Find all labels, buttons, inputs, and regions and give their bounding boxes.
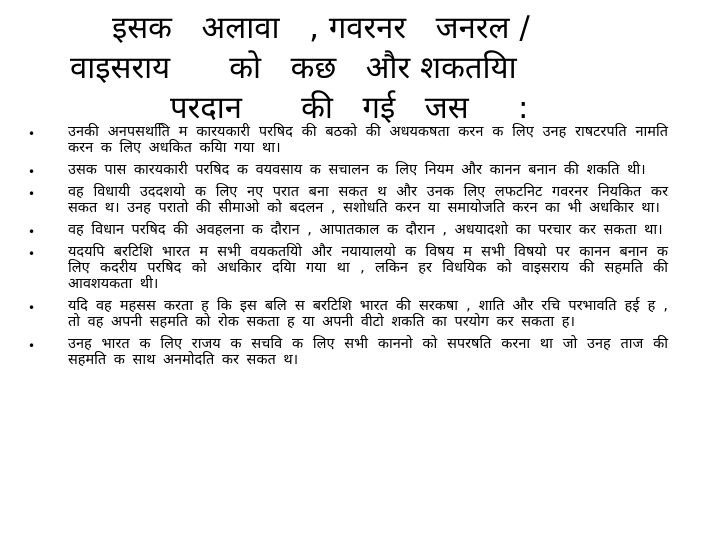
bullet-text: यदि वह महसस करता ह कि इस बलि स बरटिशि भारत की सरकषा , शाति और रचि परभावति हई ह , तो वह अपनी सहमति को रोक सकता ह या अपनी वीटो शकति का परयोग कर सकता ह।	[68, 298, 668, 330]
bullet-marker: •	[28, 187, 36, 201]
bullet-marker: •	[28, 127, 36, 141]
list-item	[28, 124, 668, 156]
list-item	[28, 222, 668, 238]
list-item	[28, 244, 668, 292]
bullet-text: वह विधान परषिद की अवहलना क दौरान , आपातकाल क दौरान , अधयादशो का परचार कर सकता था।	[68, 222, 663, 238]
bullet-marker: •	[28, 165, 36, 179]
title-line-1: इसक अलावा , गवरनर जनरल /	[112, 10, 530, 46]
bullet-list	[28, 124, 668, 374]
list-item	[28, 162, 668, 178]
slide-title	[0, 8, 720, 128]
bullet-marker: •	[28, 339, 36, 353]
bullet-marker: •	[28, 301, 36, 315]
bullet-text: उनह भारत क लिए राजय क सचवि क लिए सभी काननो को सपरषति करना था जो उनह ताज की सहमति क साथ अनमोदति कर सकत थ।	[68, 336, 668, 368]
list-item	[28, 298, 668, 330]
bullet-text: यदयपि बरटिशि भारत म सभी वयकतयिो और नयायालयो क विषय म सभी विषयो पर कानन बनान क लिए कदरीय परषिद को अधकिार दयिा गया था , लकिन हर विधयिक को वाइसराय की सहमति की आवशयकता थी।	[68, 244, 668, 292]
bullet-marker: •	[28, 247, 36, 261]
bullet-text: उनकी अनपसथतिि म कारयकारी परषिद की बठको की अधयकषता करन क लिए उनह राषटरपति नामति करन क लिए अधकित कयिा गया था।	[68, 124, 668, 156]
title-line-2: वाइसराय को कछ और शकतयिा	[70, 50, 517, 86]
bullet-text: वह विधायी उददशयो क लिए नए परात बना सकत थ और उनक लिए लफटनिट गवरनर नियकित कर सकत थ। उनह परातो की सीमाओ को बदलन , सशोधति करन या समायोजति करन का भी अधकिार था।	[68, 184, 668, 216]
list-item	[28, 184, 668, 216]
title-line-3: परदान की गई जस :	[170, 90, 529, 126]
list-item	[28, 336, 668, 368]
bullet-marker: •	[28, 225, 36, 239]
bullet-text: उसक पास कारयकारी परषिद क वयवसाय क सचालन क लिए नियम और कानन बनान की शकति थी।	[68, 162, 646, 178]
